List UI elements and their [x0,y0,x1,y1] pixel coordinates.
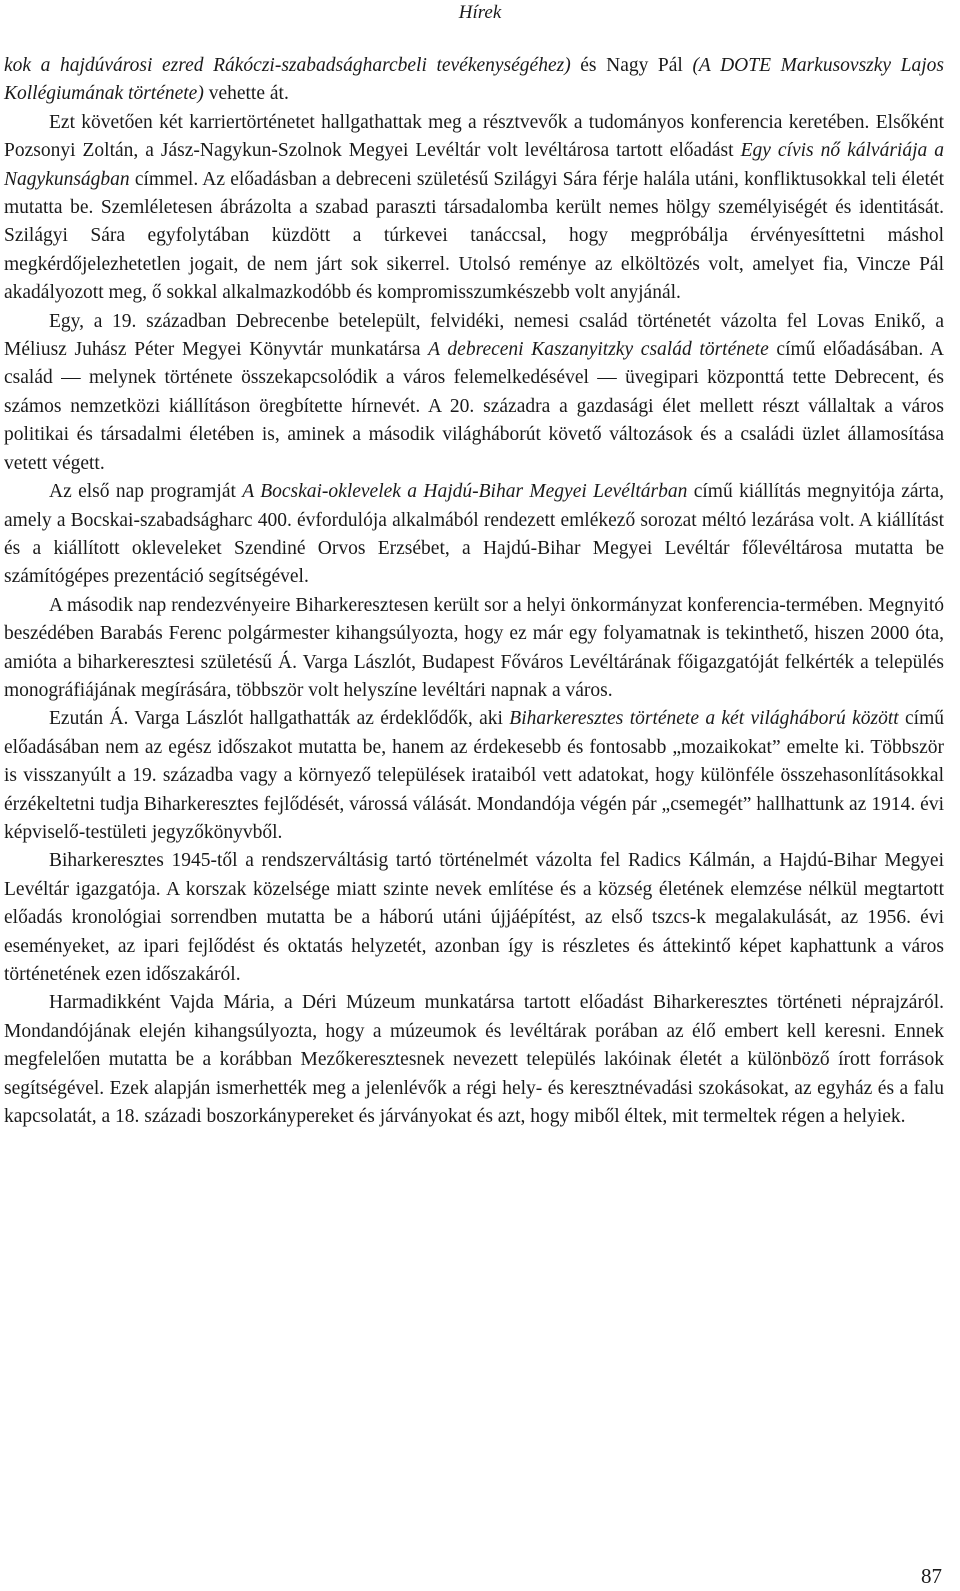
paragraph [4,478,944,592]
article-body [4,52,944,1131]
running-header [0,2,960,24]
text-run: A második nap rendezvényeire Biharkeresztesen került sor a helyi önkormányzat konferencia-termében. Megnyitó beszédében Barabás Ferenc polgármester kihangsúlyozta, hogy ez már egy folyamatnak is tekinthető, hiszen 2000 óta, amióta a biharkeresztesi születésű Á. Varga Lászlót, Budapest Főváros Levéltárának főigazgatóját felkérték a település monográfiájának megírására, többször volt helyszíne levéltári napnak a város. [4,594,944,701]
text-run: címmel. Az előadásban a debreceni születésű Szilágyi Sára férje halála utáni, konfliktusokkal teli életét mutatta be. Szemléletesen ábrázolta a szabad paraszti társadalomba került nemes hölgy személyiségét és identitását. Szilágyi Sára egyfolytában küzdött a túrkevei tanáccsal, hogy megpróbálja érvényesíttetni máshol megkérdőjelezhetetlen jogait, de nem járt sok sikerrel. Utolsó reménye az elköltözés volt, amelyet fia, Vincze Pál akadályozott meg, ő sokkal alkalmazkodóbb és kompromisszumkészebb volt anyjánál. [4,168,944,304]
paragraph [4,705,944,847]
text-run: című előadásában nem az egész időszakot mutatta be, hanem az érdekesebb és fontosabb „mozaikokat” emelte ki. Többször is visszanyúlt a 19. századba vagy a környező települések irataiból vett adatokat, hogy különféle összehasonlításokkal érzékeltetni tudja Biharkeresztes fejlődését, várossá válását. Mondandója végén pár „csemegét” hallhattunk az 1914. évi képviselő-testületi jegyzőkönyvből. [4,708,945,843]
italic-title-run: kok a hajdúvárosi ezred Rákóczi-szabadságharcbeli tevékenységéhez) [4,55,571,76]
italic-title-run: A Bocskai-oklevelek a Hajdú-Bihar Megyei Levéltárban [242,481,688,503]
text-run: Egy, a 19. században Debrecenbe betelepült, felvidéki, nemesi család történetét vázolta fel Lovas Enikő, a Méliusz Juhász Péter Megyei Könyvtár munkatársa [4,310,944,361]
italic-title-run: A debreceni Kaszanyitzky család története [428,339,769,361]
italic-title-run: Egy cívis nő kálváriája a Nagykunságban [4,140,945,190]
text-run: Az első nap programját [49,481,243,503]
italic-title-run: (A DOTE Markusovszky Lajos Kollégiumának története) [4,55,944,105]
paragraph [4,592,944,706]
paragraph [4,52,944,109]
page-number-text: 87 [921,1564,942,1588]
paragraph [4,847,944,989]
paragraph [4,989,944,1131]
paragraph [4,308,944,478]
italic-title-run: Biharkeresztes története a két világháború között [509,708,899,730]
text-run: Biharkeresztes 1945-től a rendszerváltásig tartó történelmét vázolta fel Radics Kálmán, a Hajdú-Bihar Megyei Levéltár igazgatója. A korszak közelsége miatt szinte nevek említése és a község életének elemzése nélkül megtartott előadás kronológiai sorrendben mutatta be a háború utáni újjáépítést, az első tszcs-k megalakulását, az 1956. évi eseményeket, az ipari fejlődést és oktatás helyzetét, azonban így is részletes és áttekintő képet kaphattunk a város történetének ezen időszakáról. [4,850,944,985]
text-run: vehette át. [203,83,289,105]
text-run: és Nagy Pál [570,55,693,76]
running-title: Hírek [458,2,502,23]
page-number [921,1564,942,1589]
text-run: című előadásában. A család — melynek története összekapcsolódik a város felemelkedésével — üvegipari központtá tette Debrecent, és számos nemzetközi kiállításon öregbítette hírnevét. A 20. századra a gazdasági élet mellett részt vállaltak a város politikai és társadalmi életében is, aminek a második világháborút követő változások és a családi üzlet államosítása vetett végett. [4,339,944,474]
text-run: Ezt követően két karriertörténetet hallgathattak meg a résztvevők a tudományos konferencia keretében. Elsőként Pozsonyi Zoltán, a Jász-Nagykun-Szolnok Megyei Levéltár volt levéltárosa tartott előadást [4,111,944,162]
text-run: Ezután Á. Varga Lászlót hallgathatták az érdeklődők, aki [49,708,510,730]
text-run: Harmadikként Vajda Mária, a Déri Múzeum munkatársa tartott előadást Biharkeresztes történeti néprajzáról. Mondandójának elején kihangsúlyozta, hogy a múzeumok és levéltárak porában az élő embert kell keresni. Ennek megfelelően mutatta be a korábban Mezőkeresztesnek nevezett település lakóinak életét a különböző írott források segítségével. Ezek alapján ismerhették meg a jelenlévők a régi hely- és keresztnévadási szokásokat, az egyház és a falu kapcsolatát, a 18. századi boszorkánypereket és járványokat és azt, hogy miből éltek, mit termeltek régen a helyiek. [4,992,944,1128]
paragraph [4,109,944,308]
text-run: című kiállítás megnyitója zárta, amely a Bocskai-szabadságharc 400. évfordulója alkalmából rendezett emlékező sorozat méltó lezárása volt. A kiállítást és a kiállított okleveleket Szendiné Orvos Erzsébet, a Hajdú-Bihar Megyei Levéltár főlevéltárosa mutatta be számítógépes prezentáció segítségével. [4,481,944,588]
